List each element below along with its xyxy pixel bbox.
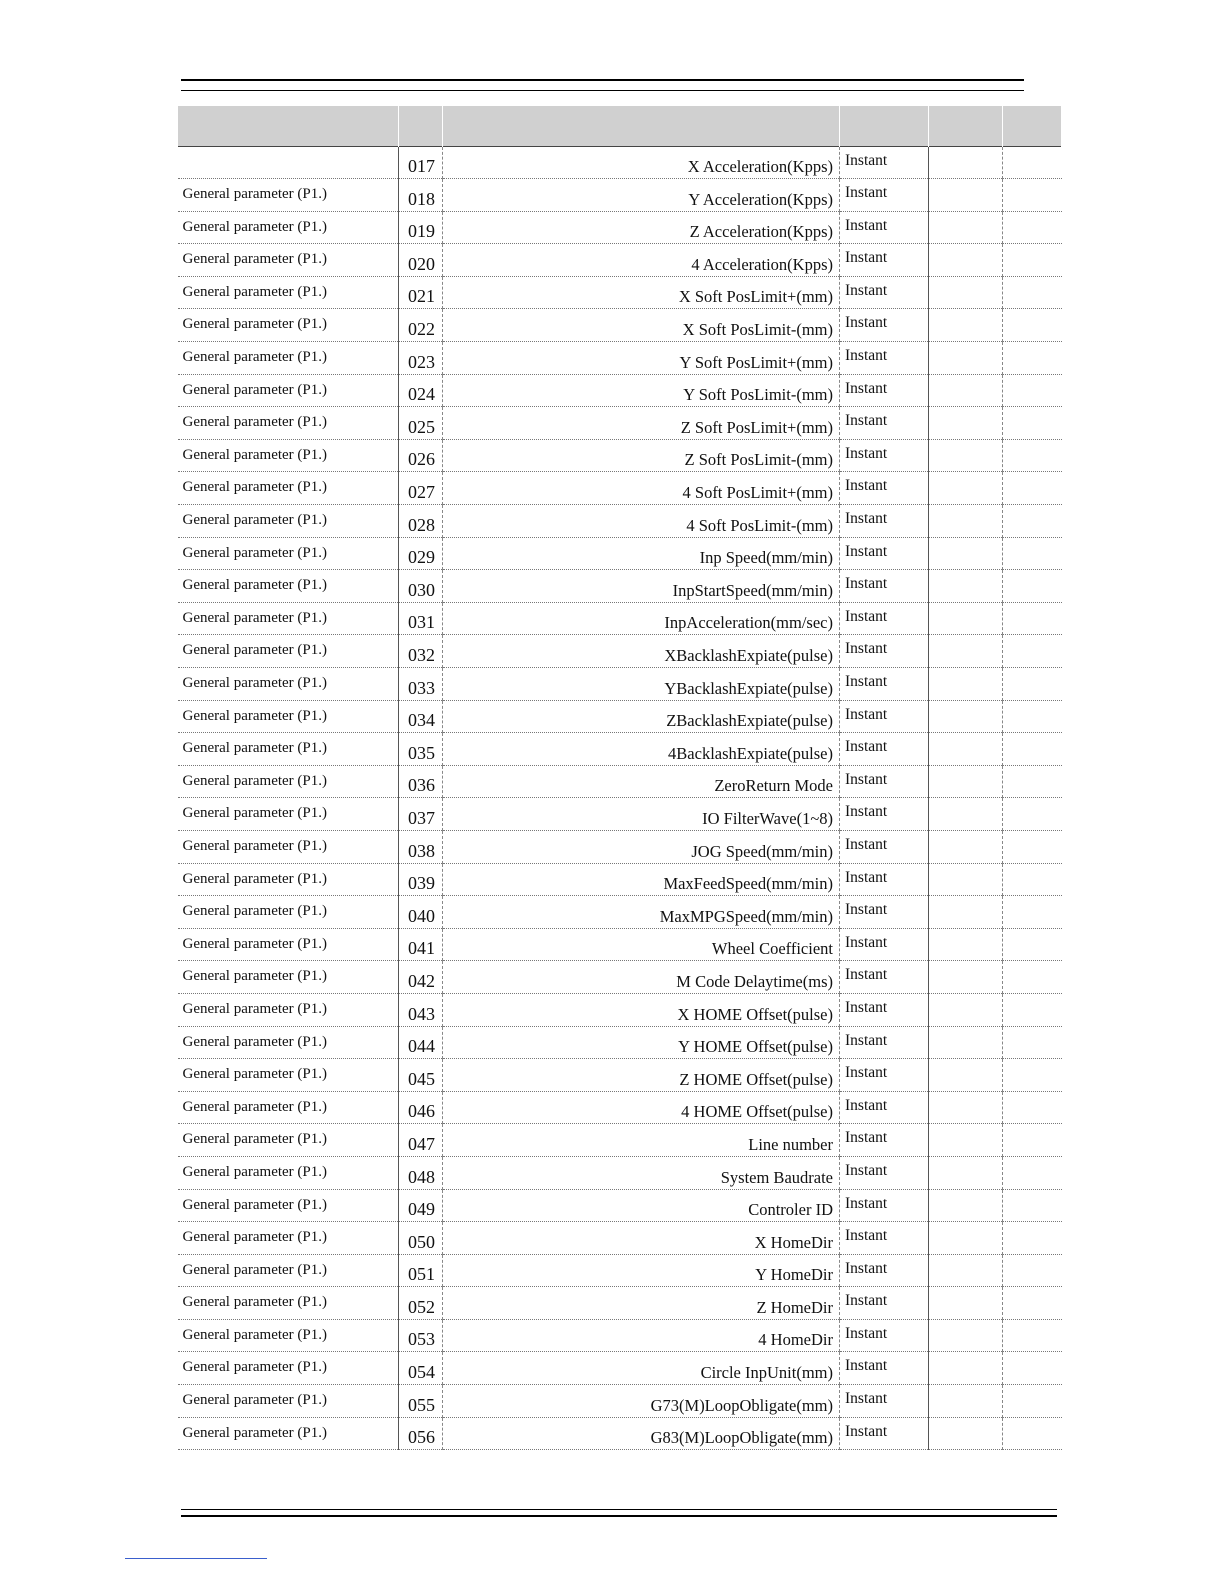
parameter-number-cell: 037 [399, 798, 443, 831]
effect-cell: Instant [840, 1124, 929, 1157]
effect-cell: Instant [840, 1385, 929, 1418]
empty-cell [929, 863, 1003, 896]
empty-cell [1003, 1124, 1062, 1157]
empty-cell [929, 505, 1003, 538]
parameter-name-cell: G73(M)LoopObligate(mm) [443, 1385, 840, 1418]
footer-rule-thick [181, 1515, 1057, 1517]
effect-cell: Instant [840, 602, 929, 635]
empty-cell [1003, 472, 1062, 505]
empty-cell [1003, 505, 1062, 538]
empty-cell [929, 179, 1003, 212]
empty-cell [929, 1156, 1003, 1189]
table-row [178, 1352, 1062, 1385]
empty-cell [1003, 863, 1062, 896]
table-row [178, 928, 1062, 961]
empty-cell [929, 1352, 1003, 1385]
table-row [178, 961, 1062, 994]
effect-cell: Instant [840, 993, 929, 1026]
parameter-number-cell: 028 [399, 505, 443, 538]
parameter-number-cell: 040 [399, 896, 443, 929]
parameter-number-cell: 054 [399, 1352, 443, 1385]
table-row [178, 1026, 1062, 1059]
empty-cell [1003, 374, 1062, 407]
category-cell: General parameter (P1.) [178, 1352, 399, 1385]
effect-cell: Instant [840, 244, 929, 277]
parameter-name-cell: X Soft PosLimit+(mm) [443, 276, 840, 309]
empty-cell [1003, 830, 1062, 863]
effect-cell: Instant [840, 1189, 929, 1222]
effect-cell: Instant [840, 1059, 929, 1092]
effect-cell: Instant [840, 635, 929, 668]
empty-cell [1003, 1189, 1062, 1222]
effect-cell: Instant [840, 1026, 929, 1059]
parameter-number-cell: 031 [399, 602, 443, 635]
empty-cell [929, 765, 1003, 798]
category-cell: General parameter (P1.) [178, 602, 399, 635]
parameter-number-cell: 020 [399, 244, 443, 277]
table-row [178, 798, 1062, 831]
parameter-name-cell: XBacklashExpiate(pulse) [443, 635, 840, 668]
category-cell [178, 146, 399, 179]
parameter-name-cell: Y Soft PosLimit-(mm) [443, 374, 840, 407]
empty-cell [1003, 896, 1062, 929]
empty-cell [929, 407, 1003, 440]
table-row [178, 863, 1062, 896]
empty-cell [929, 602, 1003, 635]
empty-cell [1003, 1352, 1062, 1385]
table-row [178, 407, 1062, 440]
category-cell: General parameter (P1.) [178, 407, 399, 440]
empty-cell [929, 1059, 1003, 1092]
empty-cell [929, 896, 1003, 929]
effect-cell: Instant [840, 896, 929, 929]
empty-cell [1003, 1156, 1062, 1189]
empty-cell [929, 1091, 1003, 1124]
empty-cell [1003, 276, 1062, 309]
effect-cell: Instant [840, 570, 929, 603]
parameter-number-cell: 030 [399, 570, 443, 603]
parameter-name-cell: Controler ID [443, 1189, 840, 1222]
header-cell-extra-1 [929, 106, 1003, 146]
empty-cell [1003, 537, 1062, 570]
category-cell: General parameter (P1.) [178, 993, 399, 1026]
parameter-name-cell: Y Acceleration(Kpps) [443, 179, 840, 212]
parameter-name-cell: 4 Soft PosLimit-(mm) [443, 505, 840, 538]
category-cell: General parameter (P1.) [178, 342, 399, 375]
parameter-name-cell: Z HomeDir [443, 1287, 840, 1320]
empty-cell [1003, 1059, 1062, 1092]
effect-cell: Instant [840, 1319, 929, 1352]
table-row [178, 896, 1062, 929]
effect-cell: Instant [840, 309, 929, 342]
table-row [178, 1287, 1062, 1320]
table-row [178, 537, 1062, 570]
header-cell-number [399, 106, 443, 146]
parameter-name-cell: Z Soft PosLimit+(mm) [443, 407, 840, 440]
table-row [178, 309, 1062, 342]
header-cell-category [178, 106, 399, 146]
header-rule-thick [181, 79, 1024, 81]
parameter-number-cell: 038 [399, 830, 443, 863]
parameter-number-cell: 049 [399, 1189, 443, 1222]
effect-cell: Instant [840, 342, 929, 375]
empty-cell [1003, 211, 1062, 244]
empty-cell [929, 635, 1003, 668]
empty-cell [1003, 570, 1062, 603]
category-cell: General parameter (P1.) [178, 1319, 399, 1352]
parameter-name-cell: X HomeDir [443, 1222, 840, 1255]
effect-cell: Instant [840, 765, 929, 798]
table-row [178, 342, 1062, 375]
parameter-name-cell: Line number [443, 1124, 840, 1157]
empty-cell [1003, 1222, 1062, 1255]
category-cell: General parameter (P1.) [178, 537, 399, 570]
effect-cell: Instant [840, 798, 929, 831]
empty-cell [929, 1385, 1003, 1418]
table-row [178, 733, 1062, 766]
category-cell: General parameter (P1.) [178, 830, 399, 863]
parameter-number-cell: 055 [399, 1385, 443, 1418]
category-cell: General parameter (P1.) [178, 1059, 399, 1092]
category-cell: General parameter (P1.) [178, 1287, 399, 1320]
table-row [178, 635, 1062, 668]
effect-cell: Instant [840, 374, 929, 407]
empty-cell [929, 342, 1003, 375]
effect-cell: Instant [840, 700, 929, 733]
category-cell: General parameter (P1.) [178, 765, 399, 798]
category-cell: General parameter (P1.) [178, 570, 399, 603]
parameter-name-cell: ZBacklashExpiate(pulse) [443, 700, 840, 733]
parameter-name-cell: Z Soft PosLimit-(mm) [443, 439, 840, 472]
parameter-number-cell: 036 [399, 765, 443, 798]
empty-cell [1003, 1417, 1062, 1450]
table-row [178, 146, 1062, 179]
effect-cell: Instant [840, 928, 929, 961]
category-cell: General parameter (P1.) [178, 1417, 399, 1450]
effect-cell: Instant [840, 1156, 929, 1189]
parameter-name-cell: MaxFeedSpeed(mm/min) [443, 863, 840, 896]
empty-cell [929, 928, 1003, 961]
empty-cell [1003, 635, 1062, 668]
empty-cell [1003, 407, 1062, 440]
category-cell: General parameter (P1.) [178, 1385, 399, 1418]
empty-cell [1003, 1254, 1062, 1287]
category-cell: General parameter (P1.) [178, 896, 399, 929]
table-row [178, 1189, 1062, 1222]
parameter-name-cell: X Soft PosLimit-(mm) [443, 309, 840, 342]
effect-cell: Instant [840, 863, 929, 896]
empty-cell [1003, 700, 1062, 733]
table-row [178, 374, 1062, 407]
effect-cell: Instant [840, 961, 929, 994]
parameter-number-cell: 035 [399, 733, 443, 766]
parameter-name-cell: M Code Delaytime(ms) [443, 961, 840, 994]
category-cell: General parameter (P1.) [178, 798, 399, 831]
table-row [178, 1059, 1062, 1092]
category-cell: General parameter (P1.) [178, 863, 399, 896]
category-cell: General parameter (P1.) [178, 244, 399, 277]
table-row [178, 1417, 1062, 1450]
empty-cell [929, 244, 1003, 277]
parameter-number-cell: 042 [399, 961, 443, 994]
empty-cell [929, 1319, 1003, 1352]
empty-cell [1003, 961, 1062, 994]
parameter-name-cell: 4 HomeDir [443, 1319, 840, 1352]
category-cell: General parameter (P1.) [178, 439, 399, 472]
parameter-name-cell: Y Soft PosLimit+(mm) [443, 342, 840, 375]
empty-cell [1003, 1287, 1062, 1320]
effect-cell: Instant [840, 830, 929, 863]
table-row [178, 993, 1062, 1026]
effect-cell: Instant [840, 1352, 929, 1385]
footer-link-underline [125, 1558, 267, 1559]
table-row [178, 244, 1062, 277]
category-cell: General parameter (P1.) [178, 309, 399, 342]
table-row [178, 1156, 1062, 1189]
parameter-name-cell: ZeroReturn Mode [443, 765, 840, 798]
empty-cell [929, 830, 1003, 863]
parameter-number-cell: 024 [399, 374, 443, 407]
category-cell: General parameter (P1.) [178, 472, 399, 505]
empty-cell [929, 570, 1003, 603]
effect-cell: Instant [840, 537, 929, 570]
category-cell: General parameter (P1.) [178, 1091, 399, 1124]
parameter-table [177, 106, 1062, 1450]
parameter-number-cell: 018 [399, 179, 443, 212]
table-row [178, 1091, 1062, 1124]
empty-cell [929, 1026, 1003, 1059]
parameter-number-cell: 026 [399, 439, 443, 472]
parameter-name-cell: System Baudrate [443, 1156, 840, 1189]
empty-cell [1003, 1091, 1062, 1124]
parameter-name-cell: IO FilterWave(1~8) [443, 798, 840, 831]
empty-cell [929, 472, 1003, 505]
parameter-name-cell: InpStartSpeed(mm/min) [443, 570, 840, 603]
empty-cell [929, 537, 1003, 570]
empty-cell [929, 1124, 1003, 1157]
parameter-name-cell: Y HOME Offset(pulse) [443, 1026, 840, 1059]
effect-cell: Instant [840, 276, 929, 309]
table-row [178, 505, 1062, 538]
empty-cell [1003, 439, 1062, 472]
parameter-number-cell: 021 [399, 276, 443, 309]
category-cell: General parameter (P1.) [178, 733, 399, 766]
header-cell-name [443, 106, 840, 146]
parameter-number-cell: 033 [399, 668, 443, 701]
effect-cell: Instant [840, 1222, 929, 1255]
parameter-name-cell: Inp Speed(mm/min) [443, 537, 840, 570]
empty-cell [1003, 928, 1062, 961]
empty-cell [929, 374, 1003, 407]
category-cell: General parameter (P1.) [178, 1222, 399, 1255]
parameter-number-cell: 039 [399, 863, 443, 896]
category-cell: General parameter (P1.) [178, 505, 399, 538]
table-row [178, 179, 1062, 212]
category-cell: General parameter (P1.) [178, 928, 399, 961]
empty-cell [929, 1189, 1003, 1222]
parameter-name-cell: 4 Acceleration(Kpps) [443, 244, 840, 277]
parameter-name-cell: Circle InpUnit(mm) [443, 1352, 840, 1385]
parameter-number-cell: 043 [399, 993, 443, 1026]
parameter-number-cell: 047 [399, 1124, 443, 1157]
parameter-name-cell: Wheel Coefficient [443, 928, 840, 961]
category-cell: General parameter (P1.) [178, 179, 399, 212]
empty-cell [1003, 179, 1062, 212]
table-row [178, 1222, 1062, 1255]
empty-cell [929, 1254, 1003, 1287]
parameter-number-cell: 022 [399, 309, 443, 342]
parameter-number-cell: 025 [399, 407, 443, 440]
header-cell-extra-2 [1003, 106, 1062, 146]
empty-cell [1003, 1385, 1062, 1418]
empty-cell [929, 146, 1003, 179]
parameter-name-cell: InpAcceleration(mm/sec) [443, 602, 840, 635]
parameter-number-cell: 052 [399, 1287, 443, 1320]
table-row [178, 276, 1062, 309]
category-cell: General parameter (P1.) [178, 700, 399, 733]
parameter-number-cell: 044 [399, 1026, 443, 1059]
effect-cell: Instant [840, 439, 929, 472]
header-cell-effect [840, 106, 929, 146]
empty-cell [929, 993, 1003, 1026]
empty-cell [1003, 342, 1062, 375]
table-body [178, 146, 1062, 1450]
empty-cell [1003, 146, 1062, 179]
table-row [178, 1124, 1062, 1157]
table-row [178, 472, 1062, 505]
empty-cell [1003, 765, 1062, 798]
effect-cell: Instant [840, 1254, 929, 1287]
effect-cell: Instant [840, 733, 929, 766]
parameter-number-cell: 053 [399, 1319, 443, 1352]
parameter-number-cell: 041 [399, 928, 443, 961]
category-cell: General parameter (P1.) [178, 276, 399, 309]
parameter-name-cell: 4 Soft PosLimit+(mm) [443, 472, 840, 505]
empty-cell [1003, 1319, 1062, 1352]
table-row [178, 1385, 1062, 1418]
parameter-number-cell: 056 [399, 1417, 443, 1450]
table-header-row [178, 106, 1062, 146]
empty-cell [929, 309, 1003, 342]
category-cell: General parameter (P1.) [178, 635, 399, 668]
effect-cell: Instant [840, 1417, 929, 1450]
empty-cell [929, 1417, 1003, 1450]
category-cell: General parameter (P1.) [178, 1026, 399, 1059]
empty-cell [929, 961, 1003, 994]
empty-cell [929, 1287, 1003, 1320]
empty-cell [929, 668, 1003, 701]
category-cell: General parameter (P1.) [178, 1189, 399, 1222]
empty-cell [929, 798, 1003, 831]
parameter-number-cell: 051 [399, 1254, 443, 1287]
parameter-number-cell: 034 [399, 700, 443, 733]
parameter-name-cell: Z HOME Offset(pulse) [443, 1059, 840, 1092]
empty-cell [929, 211, 1003, 244]
empty-cell [929, 439, 1003, 472]
category-cell: General parameter (P1.) [178, 668, 399, 701]
parameter-number-cell: 023 [399, 342, 443, 375]
parameter-name-cell: X HOME Offset(pulse) [443, 993, 840, 1026]
parameter-number-cell: 046 [399, 1091, 443, 1124]
empty-cell [1003, 244, 1062, 277]
effect-cell: Instant [840, 146, 929, 179]
table-row [178, 211, 1062, 244]
parameter-number-cell: 017 [399, 146, 443, 179]
parameter-number-cell: 050 [399, 1222, 443, 1255]
header-rule-thin [181, 90, 1024, 91]
table-row [178, 570, 1062, 603]
empty-cell [1003, 798, 1062, 831]
effect-cell: Instant [840, 407, 929, 440]
parameter-name-cell: 4 HOME Offset(pulse) [443, 1091, 840, 1124]
parameter-name-cell: G83(M)LoopObligate(mm) [443, 1417, 840, 1450]
parameter-number-cell: 045 [399, 1059, 443, 1092]
parameter-name-cell: MaxMPGSpeed(mm/min) [443, 896, 840, 929]
category-cell: General parameter (P1.) [178, 1156, 399, 1189]
empty-cell [1003, 309, 1062, 342]
category-cell: General parameter (P1.) [178, 374, 399, 407]
parameter-name-cell: JOG Speed(mm/min) [443, 830, 840, 863]
parameter-number-cell: 032 [399, 635, 443, 668]
parameter-number-cell: 019 [399, 211, 443, 244]
effect-cell: Instant [840, 668, 929, 701]
empty-cell [929, 1222, 1003, 1255]
empty-cell [1003, 1026, 1062, 1059]
parameter-name-cell: X Acceleration(Kpps) [443, 146, 840, 179]
parameter-name-cell: Y HomeDir [443, 1254, 840, 1287]
effect-cell: Instant [840, 179, 929, 212]
table-row [178, 602, 1062, 635]
effect-cell: Instant [840, 1287, 929, 1320]
parameter-number-cell: 029 [399, 537, 443, 570]
empty-cell [1003, 668, 1062, 701]
parameter-number-cell: 027 [399, 472, 443, 505]
table-header [178, 106, 1062, 146]
empty-cell [1003, 602, 1062, 635]
table-row [178, 700, 1062, 733]
footer-rule-thin [181, 1509, 1057, 1510]
parameter-name-cell: Z Acceleration(Kpps) [443, 211, 840, 244]
empty-cell [1003, 993, 1062, 1026]
table-row [178, 1319, 1062, 1352]
parameter-name-cell: 4BacklashExpiate(pulse) [443, 733, 840, 766]
empty-cell [1003, 733, 1062, 766]
category-cell: General parameter (P1.) [178, 1124, 399, 1157]
table-row [178, 765, 1062, 798]
empty-cell [929, 733, 1003, 766]
table-row [178, 1254, 1062, 1287]
empty-cell [929, 700, 1003, 733]
table-row [178, 668, 1062, 701]
effect-cell: Instant [840, 1091, 929, 1124]
effect-cell: Instant [840, 472, 929, 505]
category-cell: General parameter (P1.) [178, 961, 399, 994]
effect-cell: Instant [840, 211, 929, 244]
table-row [178, 830, 1062, 863]
parameter-number-cell: 048 [399, 1156, 443, 1189]
category-cell: General parameter (P1.) [178, 211, 399, 244]
table-row [178, 439, 1062, 472]
empty-cell [929, 276, 1003, 309]
parameter-name-cell: YBacklashExpiate(pulse) [443, 668, 840, 701]
category-cell: General parameter (P1.) [178, 1254, 399, 1287]
effect-cell: Instant [840, 505, 929, 538]
